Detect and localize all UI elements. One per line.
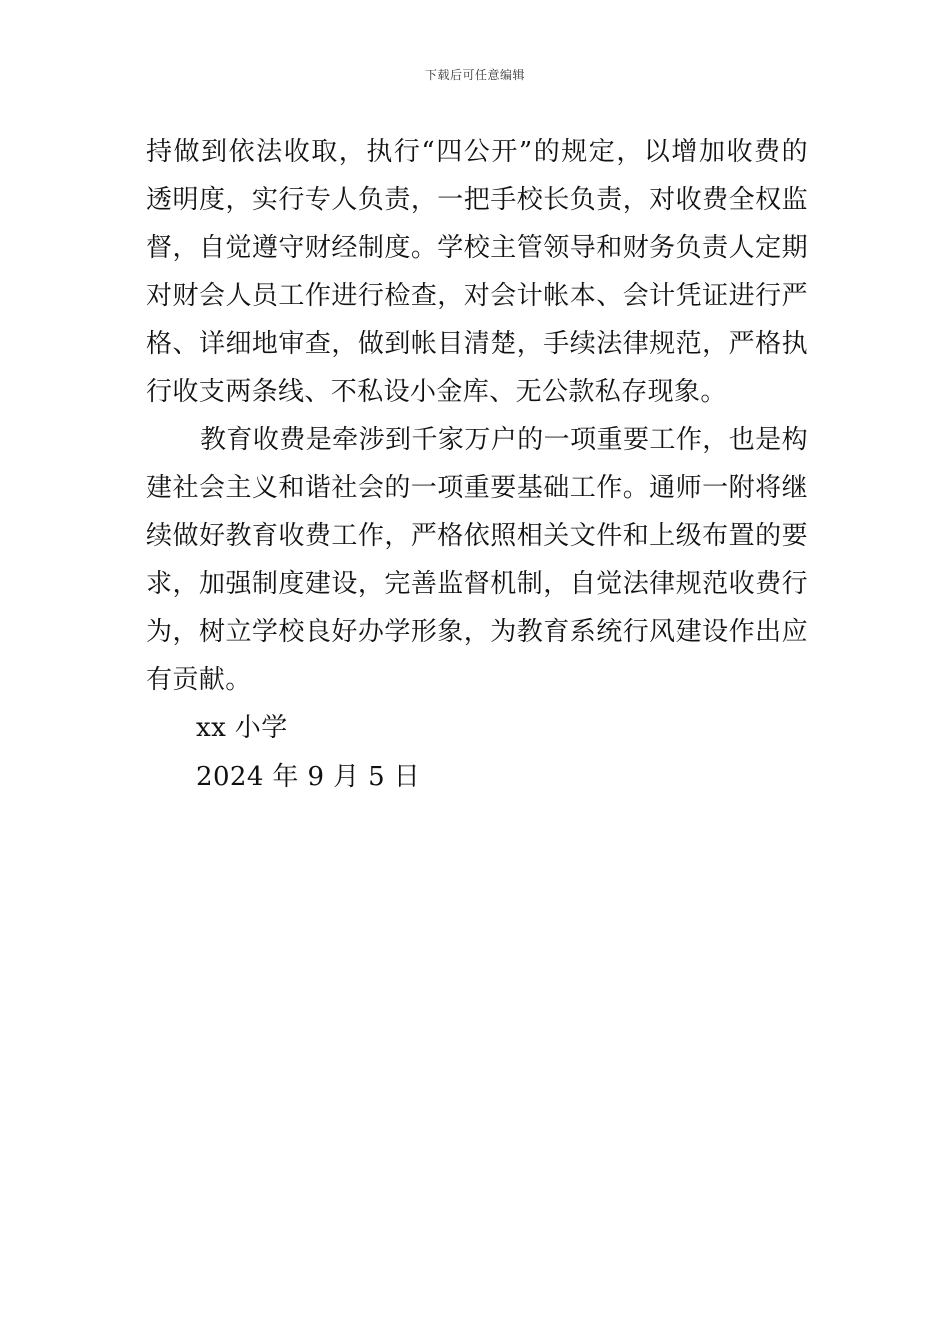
paragraph-2-line-3: 续做好教育收费工作，严格依照相关文件和上级布置的要 [146,521,808,551]
document-date: 2024 年 9 月 5 日 [196,762,421,792]
paragraph-1-line-2: 透明度，实行专人负责，一把手校长负责，对收费全权监 [146,185,808,215]
paragraph-1-line-6: 行收支两条线、不私设小金库、无公款私存现象。 [146,377,727,407]
paragraph-1-line-5: 格、详细地审查，做到帐目清楚，手续法律规范，严格执 [146,329,808,359]
paragraph-1-line-3: 督，自觉遵守财经制度。学校主管领导和财务负责人定期 [146,233,808,263]
paragraph-2-line-5: 为，树立学校良好办学形象，为教育系统行风建设作出应 [146,617,808,647]
header-note: 下载后可任意编辑 [424,68,525,82]
paragraph-1 [146,128,808,416]
paragraph-2-line-4: 求，加强制度建设，完善监督机制，自觉法律规范收费行 [146,569,808,599]
signature-block [146,704,808,802]
paragraph-2-line-2: 建社会主义和谐社会的一项重要基础工作。通师一附将继 [146,473,808,503]
paragraph-1-line-1: 持做到依法收取，执行“四公开”的规定，以增加收费的 [146,137,808,167]
paragraph-2-line-1: 教育收费是牵涉到千家万户的一项重要工作，也是构 [200,425,808,455]
school-name: xx 小学 [196,713,288,743]
document-body [146,128,808,802]
paragraph-1-line-4: 对财会人员工作进行检查，对会计帐本、会计凭证进行严 [146,281,808,311]
paragraph-2-line-6: 有贡献。 [146,665,252,695]
paragraph-2 [146,416,808,704]
